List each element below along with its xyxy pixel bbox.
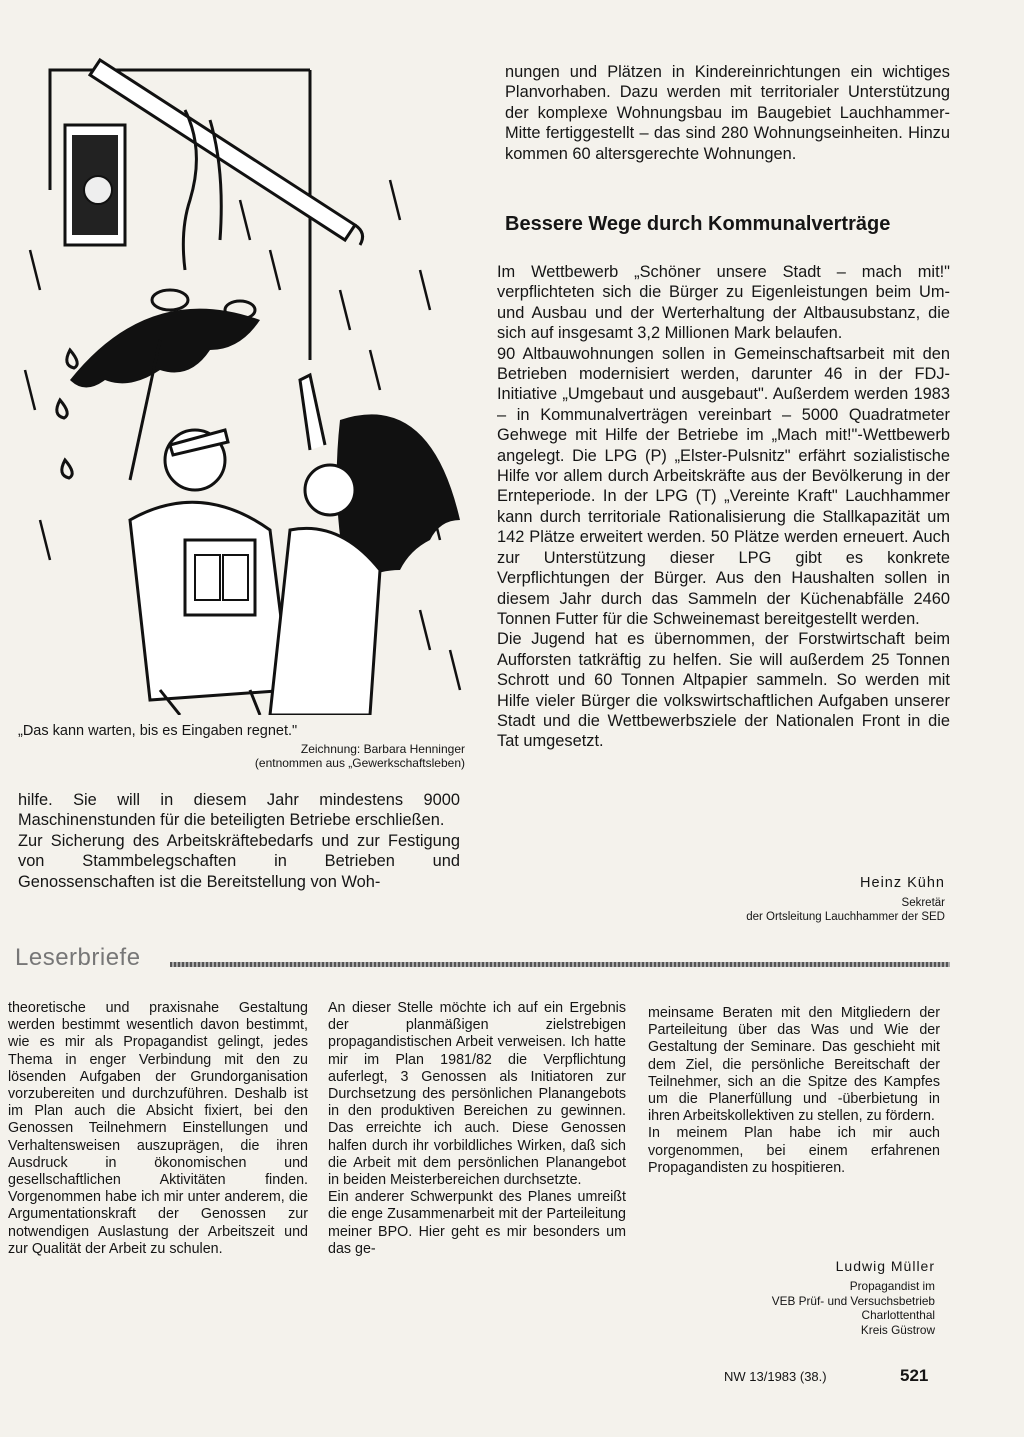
- article-right-column: [497, 262, 950, 752]
- issue-reference: NW 13/1983 (38.): [724, 1369, 827, 1384]
- article-left-paragraph: Zur Sicherung des Arbeitskräftebedarfs und zur Festigung von Stammbelegschaften in Betrieben und Genossenschaften ist die Bereitstellung von Woh-: [18, 831, 460, 891]
- letters-author-role: [640, 1279, 935, 1337]
- cartoon-illustration: [10, 50, 480, 715]
- letters-column-2-paragraph: An dieser Stelle möchte ich auf ein Ergebnis der planmäßigen zielstrebigen propagandistischen Arbeit verweisen. Ich hatte mir im Plan 1981/82 die Verpflichtung auferlegt, 3 Genossen als Initiatoren zur Durchsetzung des persönlichen Planangebots in den produktiven Bereichen zu gewinnen. Das erreichte ich auch. Diese Genossen halfen durch ihr vorbildliches Wirken, daß sich die Arbeit mit dem persönlichen Planangebot in beiden Meisterbereichen durchsetzte.: [328, 1000, 626, 1189]
- letters-column-3-paragraph: meinsame Beraten mit den Mitgliedern der Parteileitung über das Was und Wie der Gestaltung der Seminare. Das geschieht mit dem Ziel, die persönliche Bereitschaft der Teilnehmer, sich an die Spitze des Kampfes um die Planerfüllung und -überbietung in ihren Arbeitskollektiven zu stellen, zu fördern.: [648, 1005, 940, 1125]
- article-left-paragraph: hilfe. Sie will in diesem Jahr mindestens 9000 Maschinenstunden für die beteiligten Betriebe erschließen.: [18, 791, 460, 830]
- letters-column-3-paragraph: In meinem Plan habe ich mir auch vorgenommen, bei einem erfahrenen Propagandisten zu hospitieren.: [648, 1125, 940, 1176]
- letters-author-role-line1: Propagandist im: [849, 1279, 935, 1293]
- cartoon-credit: [200, 742, 465, 770]
- letters-author-role-line2: VEB Prüf- und Versuchsbetrieb: [771, 1293, 935, 1308]
- letters-column-2-paragraph: Ein anderer Schwerpunkt des Planes umreißt die enge Zusammenarbeit mit der Parteileitung meiner BPO. Hier geht es mir besonders um das ge-: [328, 1189, 626, 1257]
- cartoon-credit-line2: (entnommen aus „Gewerkschaftsleben): [254, 756, 465, 770]
- letters-author-name: Ludwig Müller: [835, 1258, 935, 1274]
- cartoon-caption: „Das kann warten, bis es Eingaben regnet.": [18, 723, 298, 739]
- article-right-paragraph: 90 Altbauwohnungen sollen in Gemeinschaftsarbeit mit den Betrieben modernisiert werden, darunter 46 in der FDJ-Initiative „Umgebaut und ausgebaut". Außerdem werden 1983 – in Kommunalverträgen vereinbart – 5000 Quadratmeter Gehwege mit Hilfe der Betriebe im „Mach mit!"-Wettbewerb angelegt. Die LPG (P) „Elster-Pulsnitz" erfährt sozialistische Hilfe vor allem durch Arbeitskräfte aus der Bevölkerung in der Ernteperiode. In der LPG (T) „Vereinte Kraft" Lauchhammer kann durch territoriale Rationalisierung die Stallkapazität um 142 Plätze erweitert werden. 50 Plätze werden erneuert. Auch zur Unterstützung dieser LPG gibt es konkrete Verpflichtungen der Bürger. Aus den Haushalten sollen in diesem Jahr durch das Sammeln der Küchenabfälle 2460 Tonnen Futter für die Schweinemast bereitgestellt werden.: [497, 344, 950, 628]
- letters-column-2: [328, 1000, 626, 1258]
- article-right-intro: nungen und Plätzen in Kindereinrichtungen ein wichtiges Planvorhaben. Dazu werden mit territorialer Unterstützung der komplexe Wohnungsbau im Baugebiet Lauchhammer-Mitte fertiggestellt – das sind 280 Wohnungseinheiten. Hinzu kommen 60 altersgerechte Wohnungen.: [505, 63, 950, 163]
- letters-author-role-line4: Kreis Güstrow: [860, 1322, 935, 1337]
- rain-umbrella-cartoon: [10, 50, 480, 715]
- article-right-paragraph: Die Jugend hat es übernommen, der Forstwirtschaft beim Aufforsten tatkräftig zu helfen. Sie will außerdem 25 Tonnen Schrott und 60 Tonnen Altpapier sammeln. So werden mit Hilfe vieler Bürger die volkswirtschaftlichen Aufgaben unserer Stadt und die Wettbewerbsziele der Nationalen Front in die Tat umgesetzt.: [497, 630, 950, 751]
- page-number: 521: [900, 1366, 929, 1385]
- section-title-leserbriefe: Leserbriefe: [15, 944, 141, 971]
- article-author-role: [640, 897, 945, 924]
- article-left-column: [18, 790, 460, 892]
- article-author-role-line1: Sekretär: [901, 897, 945, 909]
- section-rule: [170, 962, 950, 967]
- article-author-role-line2: der Ortsleitung Lauchhammer der SED: [746, 910, 945, 923]
- cartoon-credit-line1: Zeichnung: Barbara Henninger: [300, 742, 465, 756]
- letters-author-role-line3: Charlottenthal: [861, 1308, 935, 1322]
- article-author-name: Heinz Kühn: [860, 875, 945, 891]
- letters-column-3: [648, 1005, 940, 1177]
- letters-column-1: theoretische und praxisnahe Gestaltung werden bestimmt wesentlich davon bestimmt, wie es mir als Propagandist gelingt, jedes Thema in enger Verbindung mit den zu lösenden Aufgaben der Grundorganisation vorzubereiten und durchzuführen. Deshalb ist im Plan auch die Absicht fixiert, bei den Genossen Teilnehmern Einstellungen und Verhaltensweisen auszuprägen, die ihren Ausdruck in ökonomischen und gesellschaftlichen Aktivitäten finden. Vorgenommen habe ich mir unter anderem, die Argumentationskraft der Genossen zur notwendigen Auslastung der Arbeitszeit und zur Qualität der Arbeit zu schulen.: [8, 1000, 308, 1257]
- article-subheading: Bessere Wege durch Kommunalverträge: [505, 213, 891, 235]
- article-right-paragraph: Im Wettbewerb „Schöner unsere Stadt – mach mit!" verpflichteten sich die Bürger zu Eigenleistungen beim Um- und Ausbau und der Werterhaltung der Altbausubstanz, die sich auf insgesamt 3,2 Millionen Mark belaufen.: [497, 263, 950, 343]
